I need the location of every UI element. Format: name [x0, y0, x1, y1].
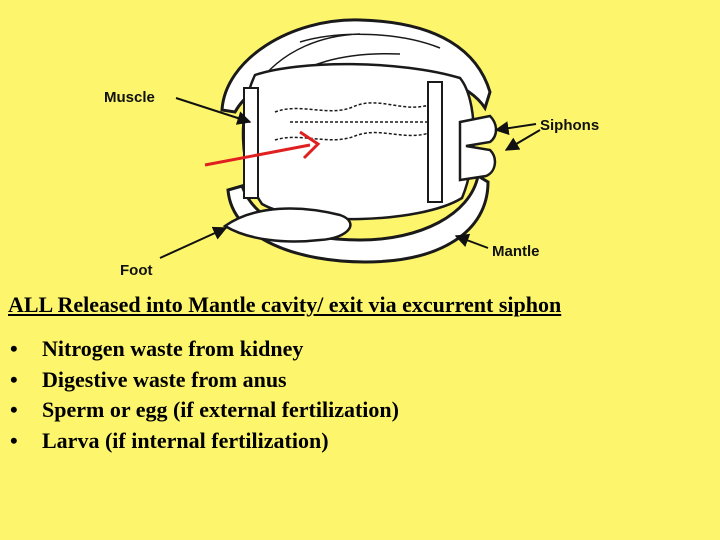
foot-pointer — [160, 228, 226, 258]
bullet-text: Sperm or egg (if external fertilization) — [42, 397, 399, 422]
slide-heading: ALL Released into Mantle cavity/ exit via excurrent siphon — [8, 292, 562, 317]
mantle-pointer — [456, 236, 488, 248]
bullet-icon: • — [10, 427, 18, 453]
bullet-text: Digestive waste from anus — [42, 366, 287, 392]
muscle-left — [244, 88, 258, 198]
muscle-right — [428, 82, 442, 202]
siphons-pointer-lower — [506, 130, 540, 150]
bullet-text: Nitrogen waste from kidney — [42, 336, 304, 361]
siphons — [460, 116, 496, 180]
bullet-icon: • — [10, 366, 18, 392]
label-mantle: Mantle — [492, 243, 540, 260]
label-foot: Foot — [120, 262, 153, 279]
bullet-icon: • — [10, 397, 18, 422]
label-siphons: Siphons — [540, 117, 600, 134]
bullet-item — [10, 334, 399, 365]
bullet-icon: • — [10, 336, 18, 361]
bullet-item — [10, 365, 399, 396]
label-muscle: Muscle — [104, 89, 155, 106]
bullet-item — [10, 395, 399, 426]
siphons-pointer-upper — [496, 124, 536, 130]
bullet-text: Larva (if internal fertilization) — [42, 427, 329, 453]
bullet-item — [10, 426, 399, 457]
bullet-list — [10, 334, 399, 456]
